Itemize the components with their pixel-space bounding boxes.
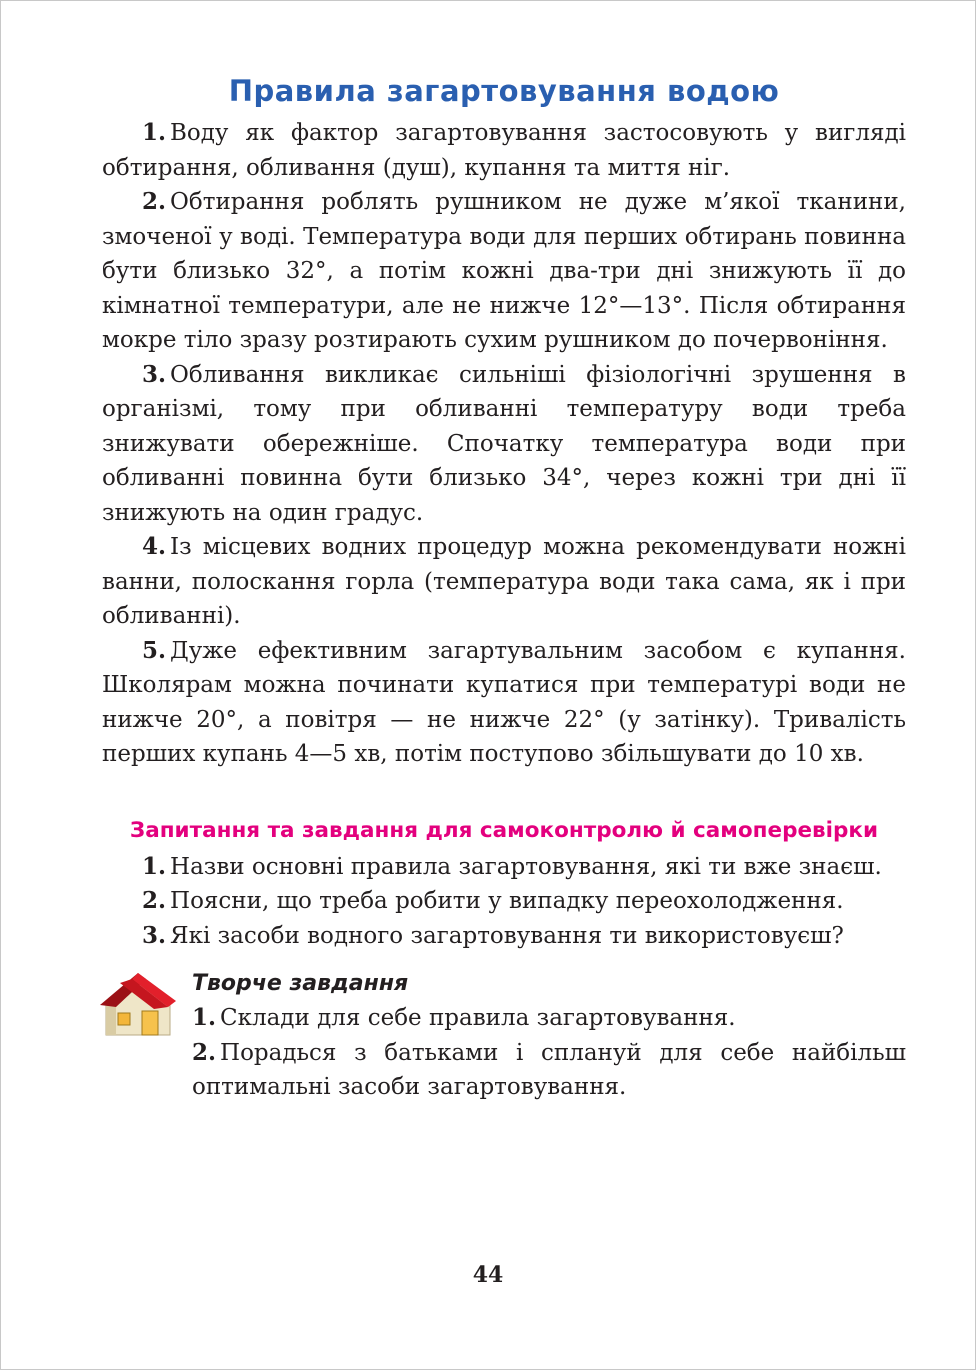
rule-item [102,116,906,185]
item-number: 5. [142,636,167,664]
item-text: Склади для себе правила загартовування. [220,1005,736,1031]
item-text: Дуже ефективним загартувальним засобом є купання. Школярам можна починати купатися при температурі води не нижче 20°, а повітря — не нижче 22° (у затінку). Тривалість перших купань 4—5 хв, потім поступово збільшувати до 10 хв. [102,637,906,767]
item-number: 1. [142,119,167,146]
house-icon [98,969,178,1039]
question-item [102,919,906,954]
item-text: Обливання викликає сильніші фізіологічні зрушення в організмі, тому при обливанні температуру води треба знижувати обережніше. Спочатку температура води при обливанні повинна бути близько 34°, через кожні три дні її знижують на один градус. [102,361,906,526]
item-number: 3. [142,360,167,388]
item-text: Із місцевих водних процедур можна рекомендувати ножні ванни, полоскання горла (температура води така сама, як і при обливанні). [102,534,906,629]
questions-title: Запитання та завдання для самоконтролю й самоперевірки [129,817,879,843]
creative-task-title: Творче завдання [192,971,409,996]
page-number: 44 [472,1262,504,1288]
item-text: Назви основні правила загартовування, які ти вже знаєш. [170,853,882,880]
item-text: Порадься з батьками і сплануй для себе найбільш оптимальні засоби загартовування. [192,1039,906,1100]
item-number: 2. [192,1038,217,1066]
question-item [102,850,906,885]
creative-task-item [192,1001,906,1036]
item-number: 1. [142,852,167,880]
item-number: 1. [192,1004,217,1031]
item-text: Поясни, що треба робити у випадку переохолодження. [170,888,844,914]
page-content [102,72,906,1105]
creative-task-block [102,967,906,1105]
question-item [102,884,906,919]
rule-item [102,358,906,531]
item-number: 4. [142,533,167,560]
rule-item [102,530,906,634]
item-number: 2. [142,188,167,215]
item-text: Воду як фактор загартовування застосовують у вигляді обтирання, обливання (душ), купання та миття ніг. [102,120,906,181]
item-number: 2. [142,887,167,914]
creative-task-item [192,1036,906,1105]
item-text: Які засоби водного загартовування ти використовуєш? [170,922,844,949]
item-text: Обтирання роблять рушником не дуже м’якої тканини, змоченої у воді. Температура води для перших обтирань повинна бути близько 32°, а потім кожні два-три дні знижують її до кімнатної температури, але не нижче 12°—13°. Після обтирання мокре тіло зразу розтирають сухим рушником до почервоніння. [102,189,906,353]
rule-item [102,185,906,358]
item-number: 3. [142,921,167,949]
rule-item [102,634,906,772]
page-title: Правила загартовування водою [228,74,780,108]
